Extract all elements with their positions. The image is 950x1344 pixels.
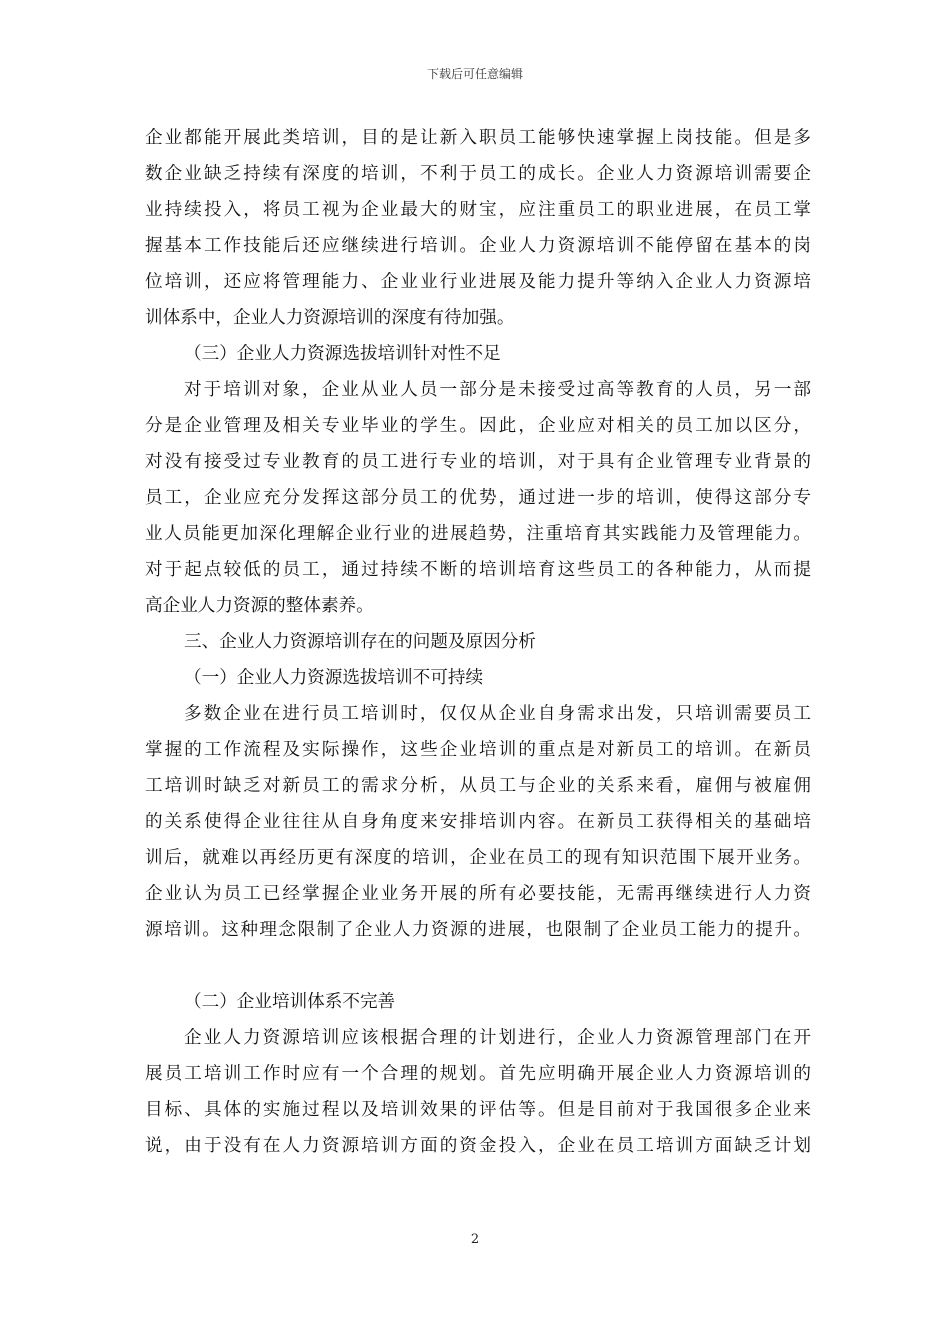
text-line: 企业都能开展此类培训，目的是让新入职员工能够快速掌握上岗技能。但是多 <box>145 128 811 148</box>
text-line: 企业人力资源培训应该根据合理的计划进行，企业人力资源管理部门在开 <box>184 1028 811 1048</box>
text-line: 员工，企业应充分发挥这部分员工的优势，通过进一步的培训，使得这部分专 <box>145 488 811 508</box>
text-line: 对没有接受过专业教育的员工进行专业的培训，对于具有企业管理专业背景的 <box>145 452 811 472</box>
text-line: 对于起点较低的员工，通过持续不断的培训培育这些员工的各种能力，从而提 <box>145 560 811 580</box>
body-text <box>145 120 811 1164</box>
text-line: 位培训，还应将管理能力、企业业行业进展及能力提升等纳入企业人力资源培 <box>145 272 811 292</box>
text-line: 业人员能更加深化理解企业行业的进展趋势，注重培育其实践能力及管理能力。 <box>145 524 811 544</box>
chapter-heading: 三、企业人力资源培训存在的问题及原因分析 <box>184 632 536 652</box>
text-line: 分是企业管理及相关专业毕业的学生。因此，企业应对相关的员工加以区分， <box>145 416 811 436</box>
text-line: 握基本工作技能后还应继续进行培训。企业人力资源培训不能停留在基本的岗 <box>145 236 811 256</box>
section-heading: （二）企业培训体系不完善 <box>184 992 396 1012</box>
section-heading: （三）企业人力资源选拔培训针对性不足 <box>184 344 501 364</box>
text-line: 展员工培训工作时应有一个合理的规划。首先应明确开展企业人力资源培训的 <box>145 1064 811 1084</box>
text-line: 说，由于没有在人力资源培训方面的资金投入，企业在员工培训方面缺乏计划 <box>145 1136 811 1156</box>
page-number: 2 <box>470 1232 480 1247</box>
text-line: 的关系使得企业往往从自身角度来安排培训内容。在新员工获得相关的基础培 <box>145 812 811 832</box>
text-line: 数企业缺乏持续有深度的培训，不利于员工的成长。企业人力资源培训需要企 <box>145 164 811 184</box>
text-line: 业持续投入，将员工视为企业最大的财宝，应注重员工的职业进展，在员工掌 <box>145 200 811 220</box>
text-line: 高企业人力资源的整体素养。 <box>145 596 374 616</box>
blank-line <box>145 948 811 984</box>
text-line: 训体系中，企业人力资源培训的深度有待加强。 <box>145 308 515 328</box>
text-line: 多数企业在进行员工培训时，仅仅从企业自身需求出发，只培训需要员工 <box>184 704 811 724</box>
text-line: 训后，就难以再经历更有深度的培训，企业在员工的现有知识范围下展开业务。 <box>145 848 811 868</box>
text-line: 对于培训对象，企业从业人员一部分是未接受过高等教育的人员，另一部 <box>184 380 811 400</box>
text-line: 企业认为员工已经掌握企业业务开展的所有必要技能，无需再继续进行人力资 <box>145 884 811 904</box>
text-line: 掌握的工作流程及实际操作，这些企业培训的重点是对新员工的培训。在新员 <box>145 740 811 760</box>
section-heading: （一）企业人力资源选拔培训不可持续 <box>184 668 484 688</box>
page-header: 下载后可任意编辑 <box>426 67 523 81</box>
text-line: 源培训。这种理念限制了企业人力资源的进展，也限制了企业员工能力的提升。 <box>145 920 811 940</box>
text-line: 目标、具体的实施过程以及培训效果的评估等。但是目前对于我国很多企业来 <box>145 1100 811 1120</box>
text-line: 工培训时缺乏对新员工的需求分析，从员工与企业的关系来看，雇佣与被雇佣 <box>145 776 811 796</box>
